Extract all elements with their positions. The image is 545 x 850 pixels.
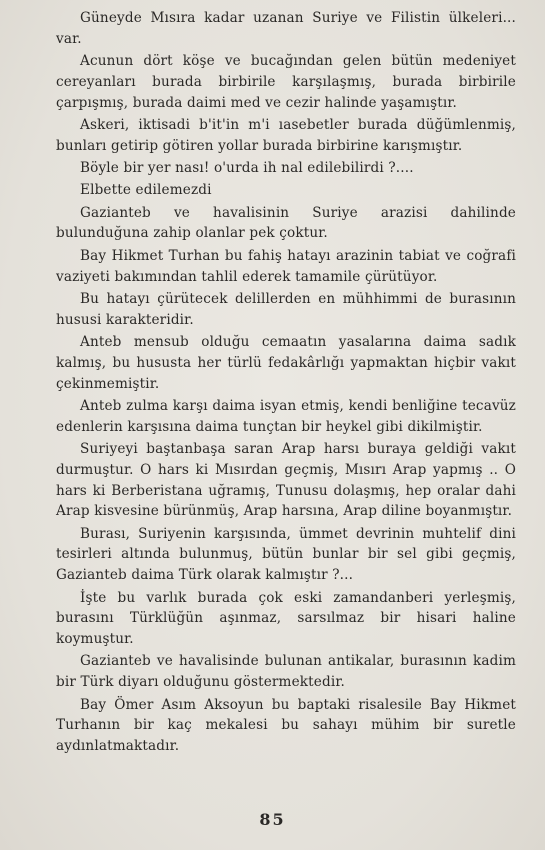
paragraph: Bay Hikmet Turhan bu fahiş hatayı arazinin tabiat ve coğrafi vaziyeti bakımından tahlil ederek tamamile çürütüyor. [56, 247, 516, 285]
paragraph: Suriyeyi baştanbaşa saran Arap harsı buraya geldiği vakıt durmuştur. O hars ki Mısırdan geçmiş, Mısırı Arap yapmış .. O hars ki Berberistana uğramış, Tunusu dolaşmış, hep oralar dahi Arap kisvesine bürünmüş, Arap harsına, Arap diline boyanmıştır. [56, 440, 516, 520]
paragraph: Anteb zulma karşı daima isyan etmiş, kendi benliğine tecavüz edenlerin karşısına daima tunçtan bir heykel gibi dikilmiştir. [56, 397, 516, 435]
paragraph: Bu hatayı çürütecek delillerden en mühhimmi de burasının hususi karakteridir. [56, 290, 516, 328]
paragraph: Böyle bir yer nası! o'urda ih nal edilebilirdi ?.... [80, 160, 414, 177]
paragraph: Burası, Suriyenin karşısında, ümmet devrinin muhtelif dini tesirleri altında bulunmuş, bütün bunlar bir sel gibi geçmiş, Gazianteb daima Türk olarak kalmıştır ?... [56, 525, 516, 584]
paragraph: Acunun dört köşe ve bucağından gelen bütün medeniyet cereyanları burada birbirile karşılaşmış, burada birbirile çarpışmış, burada daimi med ve cezir halinde yaşamıştır. [56, 53, 516, 111]
page-number: 85 [259, 810, 286, 829]
body-text [56, 8, 516, 758]
paragraph: Anteb mensub olduğu cemaatın yasalarına daima sadık kalmış, bu hususta her türlü fedakârlığı yapmaktan hiçbir vakıt çekinmemiştir. [56, 333, 516, 392]
paragraph: Gazianteb ve havalisinin Suriye arazisi dahilinde bulunduğuna zahip olanlar pek çoktur. [56, 204, 516, 242]
paragraph: Askeri, iktisadi b'it'in m'i ıasebetler burada düğümlenmiş, bunları getirip götiren yollar burada birbirine karışmıştır. [56, 116, 516, 154]
paragraph: İşte bu varlık burada çok eski zamandanberi yerleşmiş, burasını Türklüğün aşınmaz, sarsılmaz bir hisari haline koymuştur. [56, 589, 516, 648]
paragraph: Elbette edilemezdi [80, 182, 212, 199]
paragraph: Gazianteb ve havalisinde bulunan antikalar, burasının kadim bir Türk diyarı olduğunu göstermektedir. [56, 653, 516, 691]
paragraph: Bay Ömer Asım Aksoyun bu baptaki risalesile Bay Hikmet Turhanın bir kaç mekalesi bu sahayı mühim bir suretle aydınlatmaktadır. [56, 696, 516, 755]
paragraph: Güneyde Mısıra kadar uzanan Suriye ve Filistin ülkeleri... var. [56, 10, 516, 47]
